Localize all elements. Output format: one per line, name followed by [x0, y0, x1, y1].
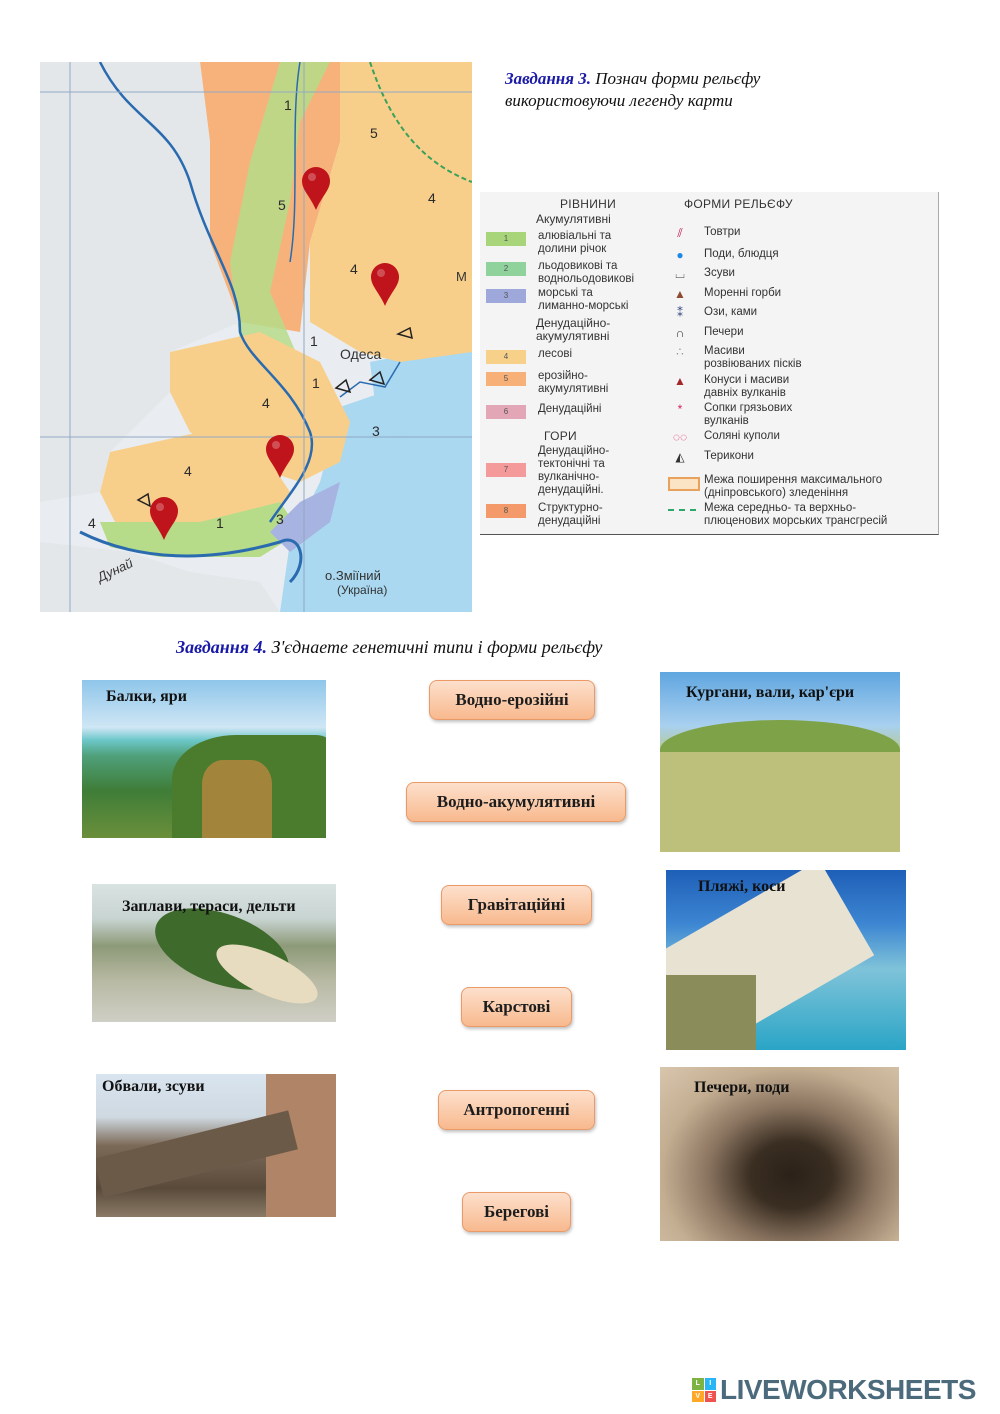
map-number-layer — [40, 62, 472, 612]
legend-form-label: Сопки грязьових вулканів — [704, 402, 793, 427]
legend-swatch: 5 — [486, 372, 526, 386]
map-number: 4 — [262, 395, 270, 411]
legend-forms-title: ФОРМИ РЕЛЬЄФУ — [684, 197, 793, 211]
photo-kurhany — [660, 672, 900, 852]
map-number: 1 — [312, 375, 320, 391]
logo-grid-cell: V — [692, 1391, 704, 1403]
legend-form-label: Соляні куполи — [704, 430, 780, 442]
sand-icon: ∴ — [676, 345, 684, 359]
map-number: 1 — [216, 515, 224, 531]
salt-dome-icon: ◌◌ — [672, 430, 688, 444]
photo-plyazhi — [666, 870, 906, 1050]
task4-title: Завдання 4. — [176, 637, 268, 657]
map-number: 4 — [184, 463, 192, 479]
legend-swatch: 1 — [486, 232, 526, 246]
legend-form-label: Зсуви — [704, 267, 735, 279]
odesa-label: Одеса — [340, 346, 382, 362]
legend-swatch: 2 — [486, 262, 526, 276]
map-marker-pin[interactable] — [300, 166, 332, 212]
task4-instruction — [176, 637, 602, 658]
map-number: 1 — [284, 97, 292, 113]
photo-caption: Заплави, тераси, дельти — [122, 898, 296, 915]
logo-grid-cell: I — [705, 1378, 717, 1390]
legend-form-label: Конуси і масиви давніх вулканів — [704, 374, 790, 399]
legend-denud-accum-title: Денудаційно- акумулятивні — [536, 316, 611, 343]
logo-grid-icon — [692, 1378, 716, 1402]
photo-caption: Печери, поди — [694, 1079, 790, 1096]
legend-transgression-label: Межа середньо- та верхньо- плюценових морських трансгресій — [704, 502, 888, 527]
map-number: 5 — [370, 125, 378, 141]
tovtry-icon: ⫽ — [677, 226, 683, 240]
map-number: 5 — [278, 197, 286, 213]
map-number: 4 — [350, 261, 358, 277]
legend-swatch: 4 — [486, 350, 526, 364]
legend-swatch: 6 — [486, 405, 526, 419]
answer-button-berehovi[interactable]: Берегові — [462, 1192, 571, 1232]
logo-text: LIVEWORKSHEETS — [720, 1374, 976, 1405]
legend-swatch: 3 — [486, 289, 526, 303]
task3-instruction — [505, 68, 865, 112]
cave-icon: ∩ — [675, 326, 685, 340]
answer-button-vodno-eroziini[interactable]: Водно-ерозійні — [429, 680, 595, 720]
photo-obvaly — [96, 1074, 336, 1217]
map-number: 3 — [372, 423, 380, 439]
photo-balky — [82, 680, 326, 838]
legend-item-label: Денудаційно- тектонічні та вулканічно- денудаційні. — [538, 445, 610, 496]
legend-item-label: алювіальні та долини річок — [538, 230, 612, 255]
legend-item-label: Денудаційні — [538, 403, 602, 415]
answer-button-hravitatsiini[interactable]: Гравітаційні — [441, 885, 592, 925]
map-number: 4 — [428, 190, 436, 206]
map-marker-pin[interactable] — [148, 496, 180, 542]
task3-text: Познач форми рельєфу використовуючи легенду карти — [505, 69, 761, 110]
island-label: о.Зміїний — [325, 568, 381, 583]
logo-grid-cell: E — [705, 1391, 717, 1403]
task4-text: З'єднаете генетичні типи і форми рельєфу — [271, 637, 603, 657]
esker-icon: ⁑ — [677, 306, 683, 320]
transgression-line-icon — [668, 509, 696, 511]
map-edge-label: М — [456, 269, 467, 284]
pody-icon: ● — [676, 248, 684, 262]
legend-item-label: льодовикові та воднольодовикові — [538, 260, 635, 285]
legend-plains-title: РІВНИНИ — [560, 197, 617, 211]
legend-form-label: Товтри — [704, 226, 741, 238]
relief-map — [40, 62, 472, 612]
map-marker-pin[interactable] — [264, 434, 296, 480]
logo-grid-cell: L — [692, 1378, 704, 1390]
photo-caption: Пляжі, коси — [698, 878, 786, 895]
answer-button-karstovi[interactable]: Карстові — [461, 987, 572, 1027]
legend-swatch: 8 — [486, 504, 526, 518]
answer-button-vodno-akumuliatyvni[interactable]: Водно-акумулятивні — [406, 782, 626, 822]
legend-form-label: Моренні горби — [704, 287, 782, 299]
legend-form-label: Печери — [704, 326, 744, 338]
waste-heap-icon: ◭ — [675, 450, 685, 464]
photo-caption: Обвали, зсуви — [102, 1078, 205, 1095]
map-number: 1 — [310, 333, 318, 349]
map-number: 3 — [276, 511, 284, 527]
volcano-icon: ▲ — [674, 374, 686, 388]
photo-caption: Балки, яри — [106, 688, 187, 705]
photo-caption: Кургани, вали, кар'єри — [686, 684, 855, 701]
legend-item-label: ерозійно- акумулятивні — [538, 370, 609, 395]
island-country-label: (Україна) — [337, 583, 388, 597]
legend-mountains-title: ГОРИ — [544, 429, 577, 443]
moraine-icon: ▲ — [674, 287, 686, 301]
legend-glaciation-label: Межа поширення максимального (дніпровського) зледеніння — [704, 474, 883, 499]
landslide-icon: ⌴ — [675, 267, 685, 281]
photo-pechery — [660, 1067, 899, 1241]
map-marker-pin[interactable] — [369, 262, 401, 308]
map-legend — [480, 192, 939, 535]
answer-button-antropohenni[interactable]: Антропогенні — [438, 1090, 595, 1130]
danube-label: Дунай — [94, 555, 136, 585]
legend-swatch: 7 — [486, 463, 526, 477]
legend-accumulative-title: Акумулятивні — [536, 212, 611, 226]
legend-item-label: морські та лиманно-морські — [538, 287, 629, 312]
legend-form-label: Терикони — [704, 450, 754, 462]
glaciation-line-icon — [668, 477, 700, 491]
legend-form-label: Ози, ками — [704, 306, 758, 318]
photo-zaplavy — [92, 884, 336, 1022]
legend-form-label: Масиви розвіюваних пісків — [704, 345, 802, 370]
map-number: 4 — [88, 515, 96, 531]
task3-title: Завдання 3. — [505, 69, 591, 88]
legend-item-label: лесові — [538, 348, 573, 360]
legend-item-label: Структурно- денудаційні — [538, 502, 603, 527]
mud-volcano-icon: * — [677, 402, 683, 416]
legend-form-label: Поди, блюдця — [704, 248, 779, 260]
